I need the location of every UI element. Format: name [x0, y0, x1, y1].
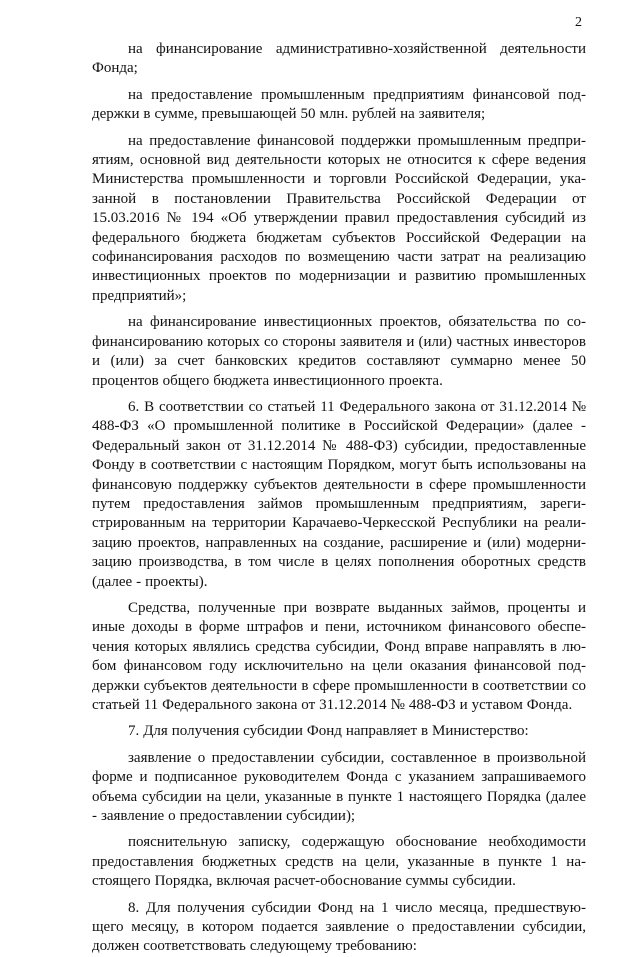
paragraph: пояснительную записку, содержащую обоснование необходимости предоставления бюджетных средств на цели, указанные в пункте 1 настоящего Порядка, включая расчет-обоснование суммы субсидии. [92, 834, 586, 890]
paragraph: 8. Для получения субсидии Фонд на 1 число месяца, предшествующего месяцу, в котором подается заявление о предоставлении субсидии, должен соответствовать следующему требованию: [92, 899, 586, 955]
paragraph: заявление о предоставлении субсидии, составленное в произвольной форме и подписанное руководителем Фонда с указанием запрашиваемого объема субсидии на цели, указанные в пункте 1 настоящего Порядка (далее - заявление о предоставлении субсидии); [92, 749, 586, 825]
document-body [92, 40, 586, 957]
paragraph: Средства, полученные при возврате выданных займов, проценты и иные доходы в форме штрафов и пени, источником финансового обеспечения которых являлись средства субсидии, Фонд вправе направлять в любом финансовом году исключительно на цели оказания финансовой поддержки субъектов деятельности в сфере промышленности в соответствии со статьей 11 Федерального закона от 31.12.2014 № 488-ФЗ и уставом Фонда. [92, 599, 586, 713]
page-number: 2 [575, 15, 582, 30]
paragraph: на предоставление финансовой поддержки промышленным предприятиям, основной вид деятельности которых не относится к сфере ведения Министерства промышленности и торговли Российской Федерации, указанной в постановлении Правительства Российской Федерации от 15.03.2016 № 194 «Об утверждении правил предоставления субсидий из федерального бюджета бюджетам субъектов Российской Федерации на софинансирования расходов по возмещению части затрат на реализацию инвестиционных проектов по модернизации и развитию промышленных предприятий»; [92, 132, 586, 304]
paragraph: на финансирование административно-хозяйственной деятельности Фонда; [92, 41, 586, 77]
paragraph: 6. В соответствии со статьей 11 Федерального закона от 31.12.2014 № 488-ФЗ «О промышленной политике в Российской Федерации» (далее - Федеральный закон от 31.12.2014 № 488-ФЗ) субсидии, предоставленные Фонду в соответствии с настоящим Порядком, могут быть использованы на финансовую поддержку субъектов деятельности в сфере промышленности путем предоставления займов промышленным предприятиям, зарегистрированным на территории Карачаево-Черкесской Республики на реализацию проектов, направленных на создание, расширение и (или) модернизацию производства, в том числе в целях пополнения оборотных средств (далее - проекты). [92, 398, 586, 590]
paragraph: на предоставление промышленным предприятиям финансовой поддержки в сумме, превышающей 50 млн. рублей на заявителя; [92, 86, 586, 123]
paragraph: на финансирование инвестиционных проектов, обязательства по софинансированию которых со стороны заявителя и (или) частных инвесторов и (или) за счет банковских кредитов составляют суммарно менее 50 процентов общего бюджета инвестиционного проекта. [92, 314, 586, 389]
paragraph: 7. Для получения субсидии Фонд направляет в Министерство: [128, 723, 529, 740]
